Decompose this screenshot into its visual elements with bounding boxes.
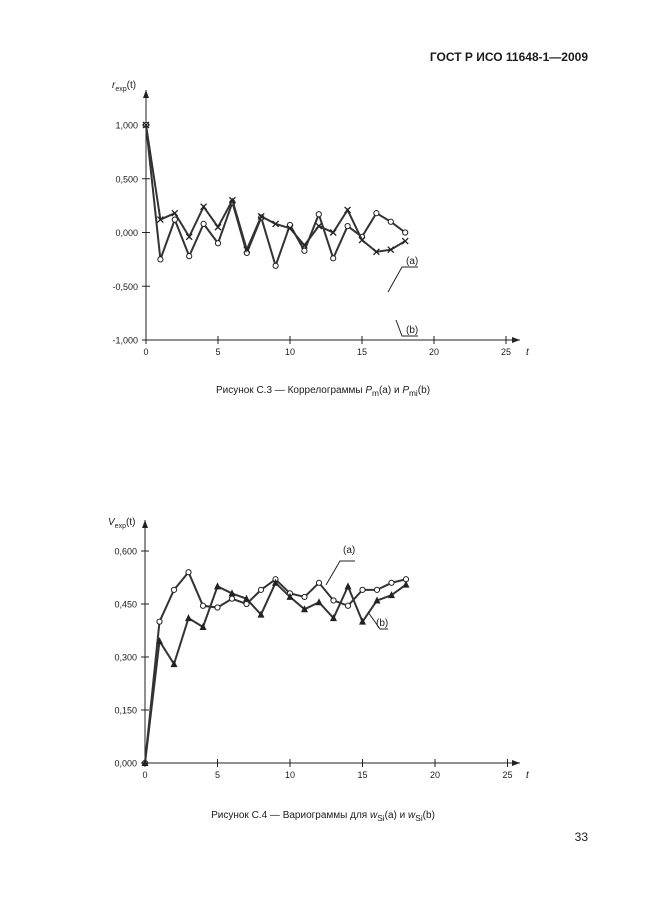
y-axis-arrow [142,520,148,528]
series-line-a [145,572,406,763]
x-tick-label: 10 [284,770,296,780]
x-tick-label: 0 [143,347,149,357]
data-point-a [200,603,205,608]
x-tick-label: 5 [215,347,221,357]
y-axis-label-symbol: r [112,80,116,91]
data-point-b [345,582,352,589]
x-tick-label: 20 [428,347,440,357]
caption-series-a: (a) [384,810,397,821]
data-point-a [229,596,234,601]
data-point-a [258,587,263,592]
data-point-a [345,603,350,608]
caption-subscript: mi [409,388,418,398]
figure-c4-caption [0,810,646,823]
y-tick-label: 0,150 [114,705,137,716]
data-point-a [360,587,365,592]
data-point-a [374,211,379,216]
data-point-a [187,254,192,259]
data-point-a [403,230,408,235]
y-tick-label: 0,000 [114,758,137,769]
caption-series-b: (b) [422,810,435,821]
data-point-b [403,581,410,588]
data-point-b [402,238,408,244]
data-point-a [331,256,336,261]
caption-symbol: P [365,385,372,396]
y-tick-label: -0,500 [112,281,138,292]
series-label-a: (a) [406,256,419,267]
data-point-a [331,598,336,603]
series-label-a: (a) [343,545,356,556]
caption-subscript: Si [377,813,385,823]
x-axis-arrow [512,337,520,343]
x-axis-label: t [526,770,529,781]
caption-text: Рисунок С.4 — Вариограммы для [211,810,370,821]
y-tick-label: 0,450 [114,599,137,610]
caption-subscript: m [372,388,379,398]
y-axis-arrow [143,90,149,98]
series-label-leader-a [326,561,355,585]
caption-symbol: P [402,385,409,396]
data-point-a [215,605,220,610]
data-point-a [316,580,321,585]
caption-series-a: (a) [378,385,392,396]
x-axis-arrow [512,760,520,766]
variogram-svg [0,505,646,795]
caption-text: и [391,385,403,396]
data-point-a [157,619,162,624]
data-point-a [273,263,278,268]
standard-header: ГОСТ Р ИСО 11648-1—2009 [429,50,588,64]
caption-symbol: w [408,810,416,821]
y-axis-label-symbol: V [108,517,115,528]
y-axis-label-arg: (t) [125,517,136,528]
series-label-b: (b) [376,618,389,629]
data-point-a [215,241,220,246]
data-point-a [244,601,249,606]
correlogram-chart [0,70,646,375]
y-tick-label: 0,300 [114,652,137,663]
variogram-chart [0,505,646,800]
y-axis-label-subscript: exp [114,523,126,530]
x-tick-label: 15 [357,770,368,780]
figure-c3-caption [0,385,646,398]
data-point-a [374,587,379,592]
data-point-a [186,570,191,575]
data-point-a [388,219,393,224]
y-tick-label: -1,000 [112,335,138,346]
y-axis-label [112,80,136,93]
series-label-b: (b) [406,325,419,336]
x-tick-label: 0 [142,770,148,780]
data-point-a [316,212,321,217]
caption-text: и [396,810,409,821]
y-axis-label-arg: (t) [126,80,137,91]
x-tick-label: 25 [500,347,512,357]
series-line-b [146,125,405,252]
x-tick-label: 15 [356,347,368,357]
x-tick-label: 10 [284,347,296,357]
data-point-a [345,223,350,228]
y-axis-label-subscript: exp [115,86,127,93]
caption-text: Рисунок С.3 — Коррелограммы [215,385,366,396]
page-number: 33 [574,830,588,844]
series-line-b [145,583,406,763]
data-point-b [185,614,192,621]
x-axis-label: t [526,347,529,358]
x-tick-label: 25 [502,770,513,780]
series-label-leader-a [388,267,418,292]
y-tick-label: 0,500 [115,174,138,185]
data-point-a [201,221,206,226]
caption-series-b: (b) [417,385,431,396]
data-point-b [316,598,323,605]
y-tick-label: 0,600 [114,546,137,557]
y-tick-label: 1,000 [115,120,138,131]
data-point-a [302,594,307,599]
y-axis-label [108,517,135,530]
caption-subscript: Si [415,813,423,823]
data-point-a [302,248,307,253]
caption-symbol: w [370,810,378,821]
x-tick-label: 5 [214,770,221,780]
data-point-b [214,582,221,589]
x-tick-label: 20 [429,770,441,780]
data-point-a [389,580,394,585]
correlogram-svg [0,70,646,370]
data-point-a [171,587,176,592]
data-point-a [158,257,163,262]
y-tick-label: 0,000 [115,228,138,238]
